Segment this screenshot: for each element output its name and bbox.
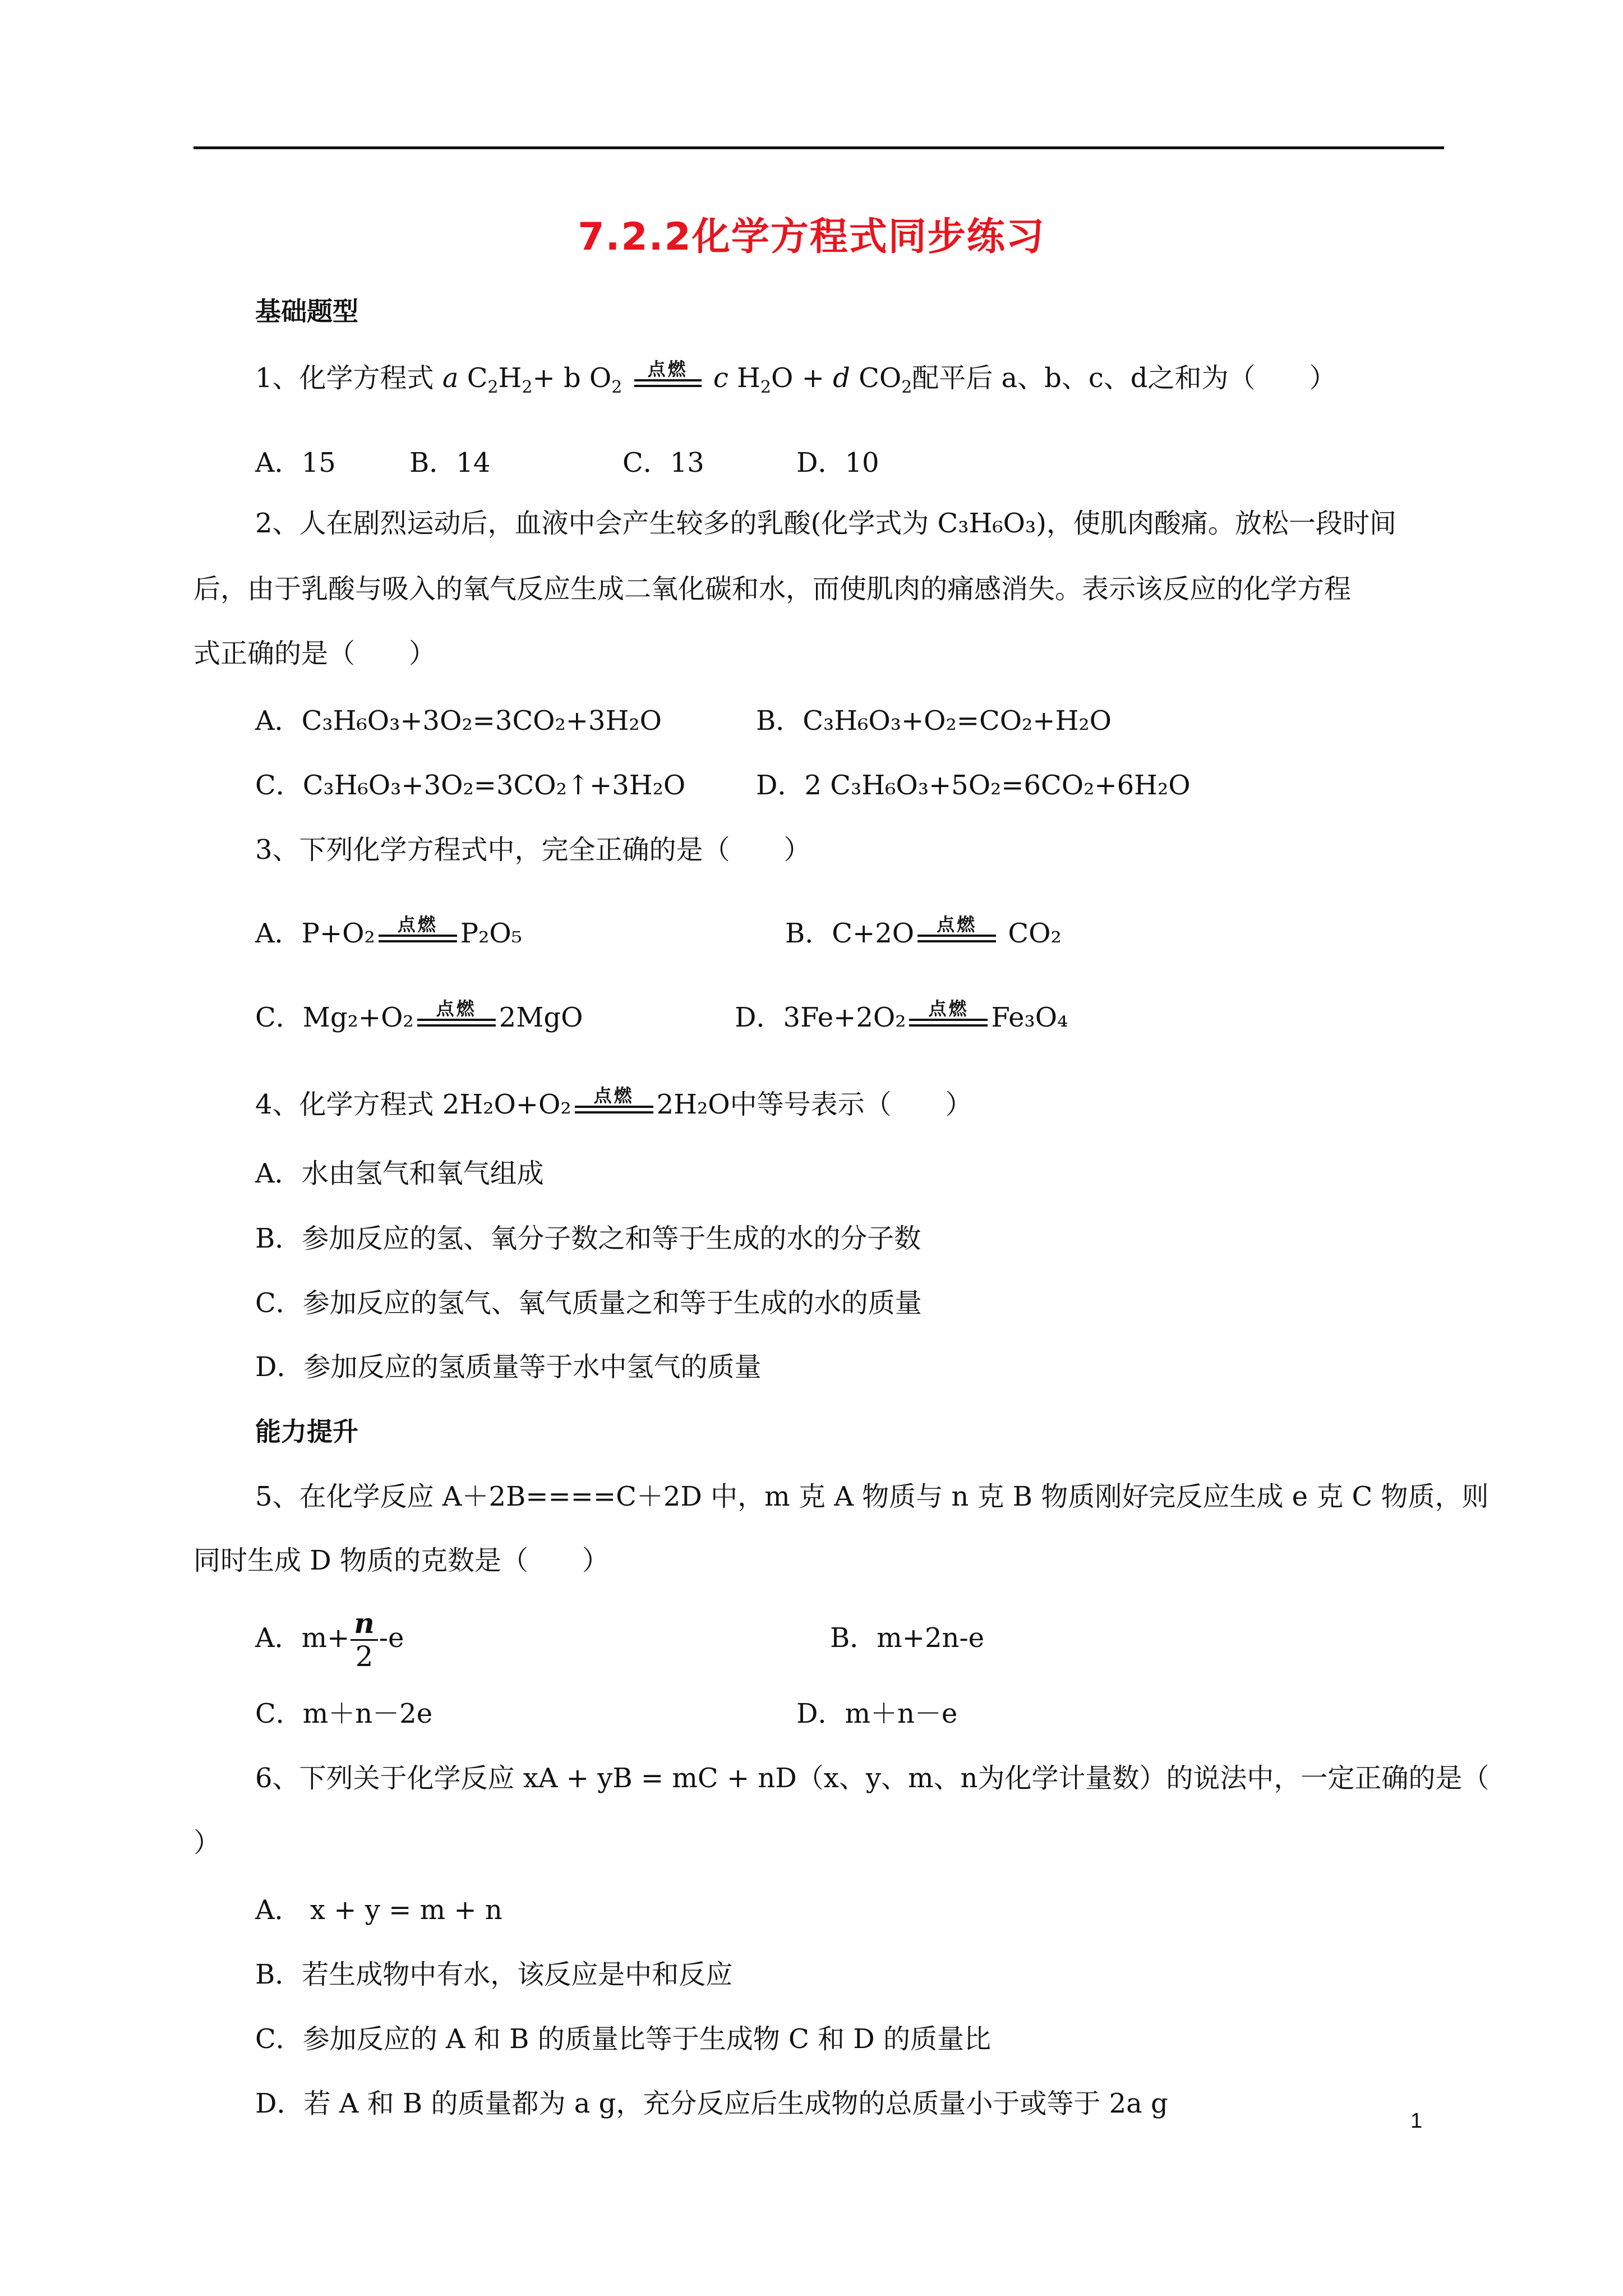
- reaction-condition-ignite: 点燃: [917, 914, 996, 950]
- page-number: 1: [1410, 2109, 1423, 2133]
- question-3-option-c: C．Mg₂+O₂ 点燃 2MgO: [255, 998, 583, 1033]
- question-6-option-c: C．参加反应的 A 和 B 的质量比等于生成物 C 和 D 的质量比: [255, 2023, 991, 2055]
- section-heading-basic: 基础题型: [255, 296, 358, 326]
- question-4-option-d: D．参加反应的氢质量等于水中氢气的质量: [255, 1351, 762, 1383]
- question-1-option-a: A．15: [255, 447, 336, 478]
- fraction-n-over-2: $\frac{n}{2}$: [351, 1608, 377, 1672]
- question-1-stem: 1、化学方程式 a $C_2H_2+ b$ $O_2$ 点燃 c $H_2O + d$ $CO_2$配平后 a、b、c、d之和为（ ）: [255, 358, 1336, 397]
- question-2-option-a: A．C₃H₆O₃+3O₂=3CO₂+3H₂O: [255, 705, 662, 737]
- question-1-option-c: C．13: [623, 447, 704, 478]
- reaction-condition-ignite: 点燃: [379, 914, 457, 950]
- question-4-option-c: C．参加反应的氢气、氧气质量之和等于生成的水的质量: [255, 1287, 922, 1319]
- question-2-line-1: 2、人在剧烈运动后，血液中会产生较多的乳酸(化学式为 C₃H₆O₃)，使肌肉酸痛。放松一段时间: [255, 508, 1396, 539]
- question-1-option-b: B．14: [409, 447, 491, 478]
- question-3-option-a: A．P+O₂ 点燃 P₂O₅: [255, 914, 522, 949]
- question-2-option-b: B．C₃H₆O₃+O₂=CO₂+H₂O: [756, 705, 1112, 737]
- reaction-condition-ignite: 点燃: [634, 359, 702, 395]
- question-5-option-d: D．m＋n－e: [796, 1698, 958, 1729]
- question-2-line-2: 后，由于乳酸与吸入的氧气反应生成二氧化碳和水，而使肌肉的痛感消失。表示该反应的化学方程: [193, 573, 1352, 605]
- header-rule: [193, 146, 1444, 149]
- question-3-option-d: D．3Fe+2O₂ 点燃 Fe₃O₄: [735, 998, 1068, 1033]
- question-6-option-a: A． x + y = m + n: [255, 1894, 502, 1926]
- question-6-line-1: 6、下列关于化学反应 xA + yB = mC + nD（x、y、m、n为化学计量数）的说法中，一定正确的是（: [255, 1763, 1490, 1794]
- reaction-condition-ignite: 点燃: [909, 999, 988, 1034]
- question-1-option-d: D．10: [796, 447, 879, 478]
- question-3-stem: 3、下列化学方程式中，完全正确的是（ ）: [255, 834, 811, 866]
- page-title: 7.2.2化学方程式同步练习: [578, 215, 1045, 259]
- question-6-option-d: D．若 A 和 B 的质量都为 a g，充分反应后生成物的总质量小于或等于 2a g: [255, 2088, 1168, 2119]
- question-2-option-d: D．2 C₃H₆O₃+5O₂=6CO₂+6H₂O: [756, 770, 1191, 801]
- question-4-option-a: A．水由氢气和氧气组成: [255, 1158, 544, 1189]
- reaction-condition-ignite: 点燃: [575, 1085, 653, 1121]
- question-5-line-2: 同时生成 D 物质的克数是（ ）: [193, 1545, 610, 1576]
- question-6-line-2: ）: [193, 1827, 221, 1858]
- question-2-option-c: C．C₃H₆O₃+3O₂=3CO₂↑+3H₂O: [255, 770, 686, 801]
- question-5-option-a: A．m+ $\frac{n}{2}$ -e: [255, 1607, 404, 1673]
- question-4-stem: 4、化学方程式 2H₂O+O₂ 点燃 2H₂O中等号表示（ ）: [255, 1085, 972, 1120]
- question-5-option-b: B．m+2n-e: [830, 1622, 985, 1654]
- question-2-line-3: 式正确的是（ ）: [193, 638, 436, 669]
- question-3-option-b: B．C+2O 点燃 CO₂: [785, 914, 1062, 949]
- question-5-option-c: C．m＋n－2e: [255, 1698, 433, 1729]
- section-heading-advanced: 能力提升: [255, 1416, 358, 1447]
- reaction-condition-ignite: 点燃: [417, 999, 496, 1034]
- question-4-option-b: B．参加反应的氢、氧分子数之和等于生成的水的分子数: [255, 1223, 921, 1254]
- question-5-line-1: 5、在化学反应 A＋2B====C＋2D 中，m 克 A 物质与 n 克 B 物质刚好完反应生成 e 克 C 物质，则: [255, 1481, 1489, 1512]
- question-6-option-b: B．若生成物中有水，该反应是中和反应: [255, 1959, 733, 1990]
